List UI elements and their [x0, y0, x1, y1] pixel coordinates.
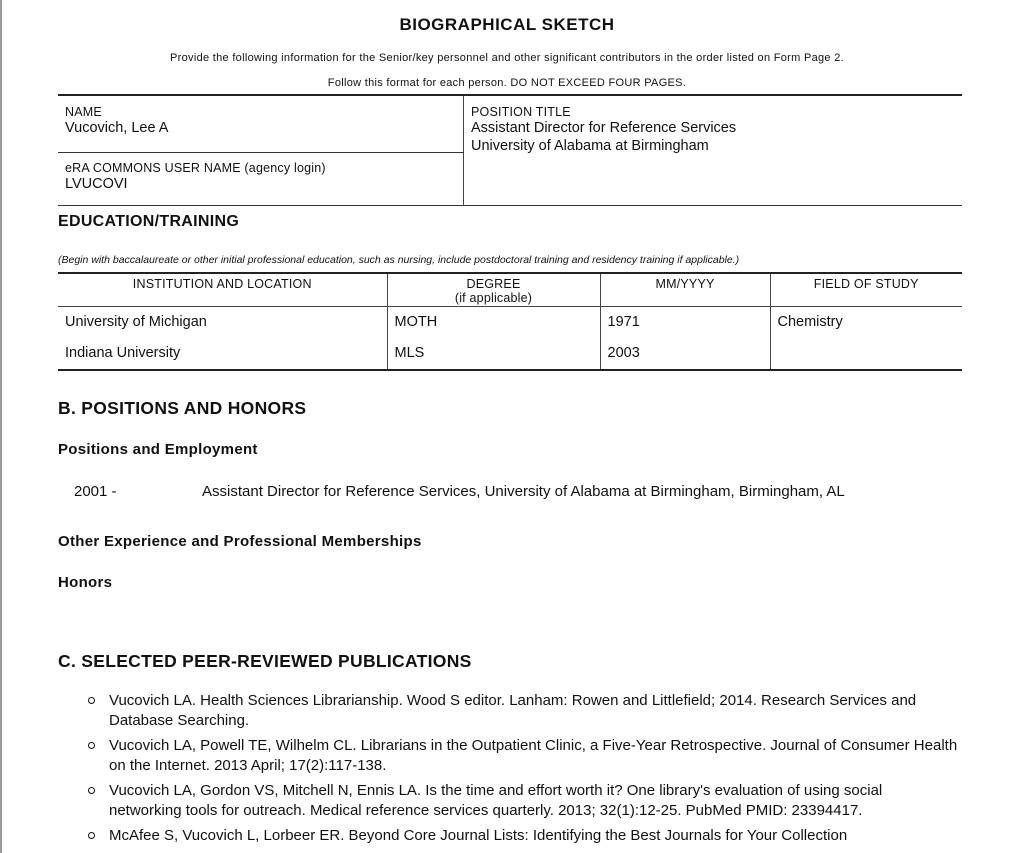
- employment-years: 2001 -: [74, 483, 117, 500]
- position-title-line: Assistant Director for Reference Services: [471, 120, 737, 136]
- institution-cell: University of Michigan: [65, 314, 207, 330]
- bullet-icon: [88, 697, 95, 704]
- identity-table: [58, 94, 962, 206]
- position-label: POSITION TITLE: [471, 105, 571, 119]
- col-degree: [387, 273, 600, 306]
- col-field: FIELD OF STUDY: [770, 273, 962, 306]
- col-institution: INSTITUTION AND LOCATION: [58, 273, 387, 306]
- employment-heading: Positions and Employment: [58, 441, 258, 458]
- commons-value: LVUCOVI: [65, 176, 128, 192]
- page-title: BIOGRAPHICAL SKETCH: [399, 15, 615, 34]
- publication-text: McAfee S, Vucovich L, Lorbeer ER. Beyond Core Journal Lists: Identifying the Best Journals for Your Collection: [109, 827, 848, 844]
- instruction-line-2: Follow this format for each person. DO NOT EXCEED FOUR PAGES.: [327, 77, 687, 89]
- publication-text: Vucovich LA, Powell TE, Wilhelm CL. Librarians in the Outpatient Clinic, a Five-Year Retrospective. Journal of Consumer Health on the Internet. 2013 April; 17(2):117-138.: [109, 737, 958, 774]
- bullet-icon: [88, 742, 95, 749]
- field-cell: Chemistry: [770, 306, 962, 338]
- field-cell: [770, 338, 962, 370]
- commons-label: eRA COMMONS USER NAME (agency login): [65, 161, 326, 175]
- date-cell: 2003: [600, 338, 770, 370]
- publications-list: [88, 691, 958, 852]
- education-table: [58, 272, 962, 371]
- instruction-line-1: Provide the following information for the Senior/key personnel and other significant contributors in the order listed on Form Page 2.: [170, 52, 844, 64]
- commons-cell: [58, 153, 464, 206]
- name-value: Vucovich, Lee A: [65, 120, 169, 136]
- education-header-row: [58, 273, 962, 306]
- list-item: [88, 826, 958, 846]
- education-note: (Begin with baccalaureate or other initial professional education, such as nursing, include postdoctoral training and residency training if applicable.): [58, 254, 740, 266]
- publications-heading: C. SELECTED PEER-REVIEWED PUBLICATIONS: [58, 651, 472, 671]
- degree-cell: MLS: [387, 338, 600, 370]
- publication-text: Vucovich LA, Gordon VS, Mitchell N, Ennis LA. Is the time and effort worth it? One library's evaluation of using social networking tools for outreach. Medical reference services quarterly. 2013; 32(1):12-25. PubMed PMID: 23394417.: [109, 782, 883, 819]
- name-cell: [58, 95, 464, 153]
- employment-text: Assistant Director for Reference Services, University of Alabama at Birmingham, Birmingham, AL: [202, 483, 845, 500]
- education-heading: EDUCATION/TRAINING: [58, 213, 240, 230]
- position-cell: [464, 95, 963, 206]
- list-item: [88, 781, 958, 820]
- page-left-edge: [0, 0, 2, 853]
- honors-heading: Honors: [58, 574, 113, 591]
- col-date: MM/YYYY: [600, 273, 770, 306]
- col-degree-label: DEGREE: [466, 277, 521, 291]
- col-degree-note: (if applicable): [454, 291, 533, 305]
- institution-cell: Indiana University: [65, 345, 181, 361]
- name-label: NAME: [65, 105, 102, 119]
- degree-cell: MOTH: [387, 306, 600, 338]
- bullet-icon: [88, 832, 95, 839]
- list-item: [88, 691, 958, 730]
- bullet-icon: [88, 787, 95, 794]
- table-row: [58, 338, 962, 370]
- list-item: [88, 736, 958, 775]
- date-cell: 1971: [600, 306, 770, 338]
- publication-text: Vucovich LA. Health Sciences Librarianship. Wood S editor. Lanham: Rowen and Littlefield; 2014. Research Services and Database Searching.: [109, 692, 917, 729]
- other-experience-heading: Other Experience and Professional Memberships: [58, 533, 422, 550]
- position-institution-line: University of Alabama at Birmingham: [471, 138, 709, 154]
- positions-honors-heading: B. POSITIONS AND HONORS: [58, 398, 307, 418]
- table-row: [58, 306, 962, 338]
